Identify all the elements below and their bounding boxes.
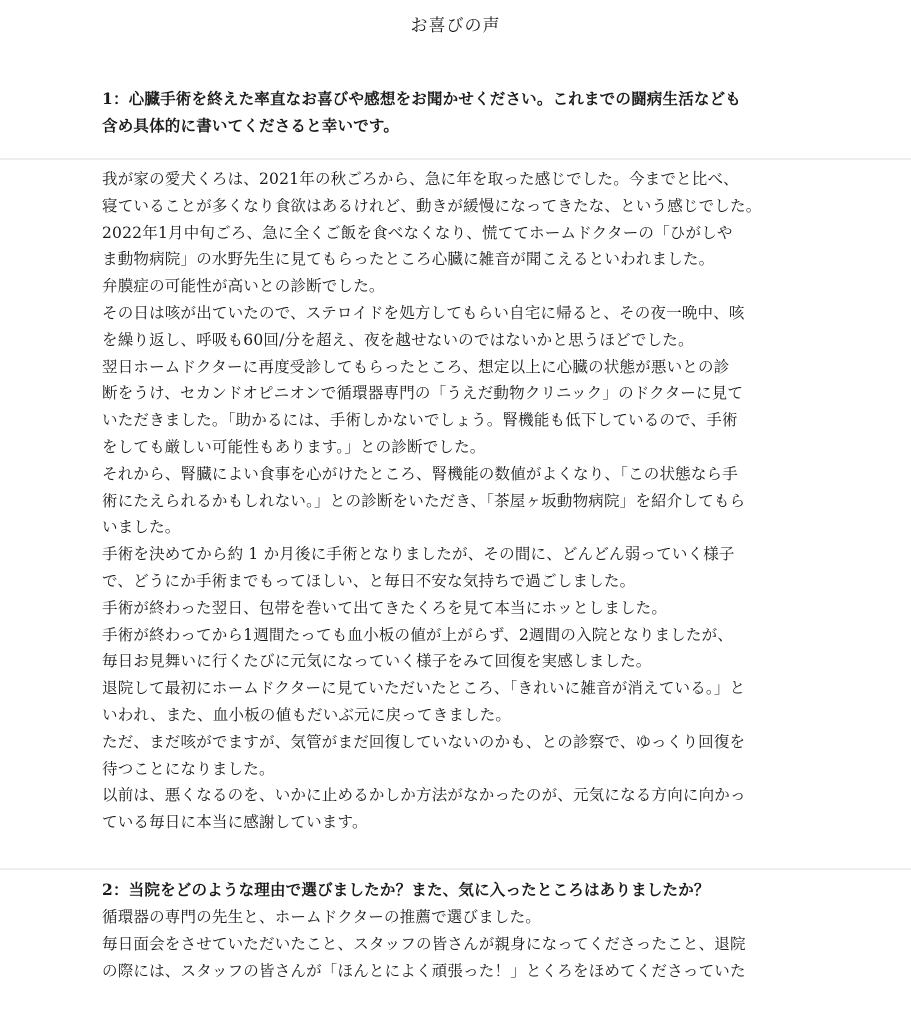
answer-1-line: 断をうけ、セカンドオピニオンで循環器専門の「うえだ動物クリニック」のドクターに見て [102, 384, 744, 403]
answer-1-line: をしても厳しい可能性もあります。」との診断でした。 [102, 437, 486, 456]
answer-1-line: 手術が終わってから1週間たっても血小板の値が上がらず、2週間の入院となりましたが、 [102, 625, 734, 644]
answer-1-line: 翌日ホームドクターに再度受診してもらったところ、想定以上に心臓の状態が悪いとの診 [102, 357, 730, 376]
answer-1-line: 以前は、悪くなるのを、いかに止めるかしか方法がなかったのが、元気になる方向に向かっ [102, 786, 746, 805]
answer-1-line: 毎日お見舞いに行くたびに元気になっていく様子をみて回復を実感しました。 [102, 652, 652, 671]
answer-1-line: 退院して最初にホームドクターに見ていただいたところ、「きれいに雑音が消えている。」と [102, 679, 746, 698]
answer-1-line: 我が家の愛犬くろは、2021年の秋ごろから、急に年を取った感じでした。今までと比べ、 [102, 170, 739, 188]
answer-1-line: ている毎日に本当に感謝しています。 [102, 813, 368, 832]
document-title: お喜びの声 [410, 16, 501, 36]
answer-1-line: 術にたえられるかもしれない。」との診断をいただき、「茶屋ヶ坂動物病院」を紹介してもら [102, 491, 746, 510]
answer-1 [102, 166, 802, 836]
answer-1-line: 2022年1月中旬ごろ、急に全くご飯を食べなくなり、慌ててホームドクターの「ひがしや [102, 223, 733, 242]
answer-1-line: 弁膜症の可能性が高いとの診断でした。 [102, 277, 385, 296]
answer-1-line: で、どうにか手術までもってほしい、と毎日不安な気持ちで過ごしました。 [102, 571, 636, 590]
question-1 [102, 86, 802, 140]
answer-2 [102, 904, 802, 984]
scan-artifact-line [0, 158, 911, 160]
answer-1-line: いただきました。「助かるには、手術しかないでしょう。腎機能も低下しているので、手術 [102, 411, 738, 430]
answer-2-line: 毎日面会をさせていただいたこと、スタッフの皆さんが親身になってくださったこと、退院 [102, 934, 746, 953]
answer-1-line: 待つことになりました。 [102, 759, 275, 778]
answer-1-line: 寝ていることが多くなり食欲はあるけれど、動きが緩慢になってきたな、という感じでした。 [102, 196, 762, 215]
answer-1-line: それから、腎臓によい食事を心がけたところ、腎機能の数値がよくなり、「この状態なら手 [102, 464, 738, 483]
answer-1-line: ただ、まだ咳がでますが、気管がまだ回復していないのかも、との診察で、ゆっくり回復を [102, 732, 746, 751]
answer-1-line: 手術が終わった翌日、包帯を巻いて出てきたくろを見て本当にホッとしました。 [102, 598, 668, 617]
answer-2-line: の際には、スタッフの皆さんが「ほんとによく頑張った！」とくろをほめてくださっていた [102, 961, 746, 980]
answer-1-line: いわれ、また、血小板の値もだいぶ元に戻ってきました。 [102, 705, 512, 724]
answer-1-line: を繰り返し、呼吸も60回/分を超え、夜を越せないのではないかと思うほどでした。 [102, 330, 694, 349]
answer-1-line: ま動物病院」の水野先生に見てもらったところ心臓に雑音が聞こえるといわれました。 [102, 250, 715, 269]
question-1-line: 1：心臓手術を終えた率直なお喜びや感想をお聞かせください。これまでの闘病生活なども [102, 89, 741, 108]
question-2 [102, 877, 802, 904]
question-2-line: 2：当院をどのような理由で選びましたか？また、気に入ったところはありましたか？ [102, 880, 710, 899]
answer-2-line: 循環器の専門の先生と、ホームドクターの推薦で選びました。 [102, 908, 541, 926]
answer-1-line: 手術を決めてから約 1 か月後に手術となりましたが、その間に、どんどん弱っていく様子 [102, 545, 735, 564]
scan-artifact-line [0, 868, 911, 870]
question-1-line: 含め具体的に書いてくださると幸いです。 [102, 115, 400, 135]
answer-1-line: その日は咳が出ていたので、ステロイドを処方してもらい自宅に帰ると、その夜一晩中、咳 [102, 303, 745, 322]
answer-1-line: いました。 [102, 518, 181, 537]
